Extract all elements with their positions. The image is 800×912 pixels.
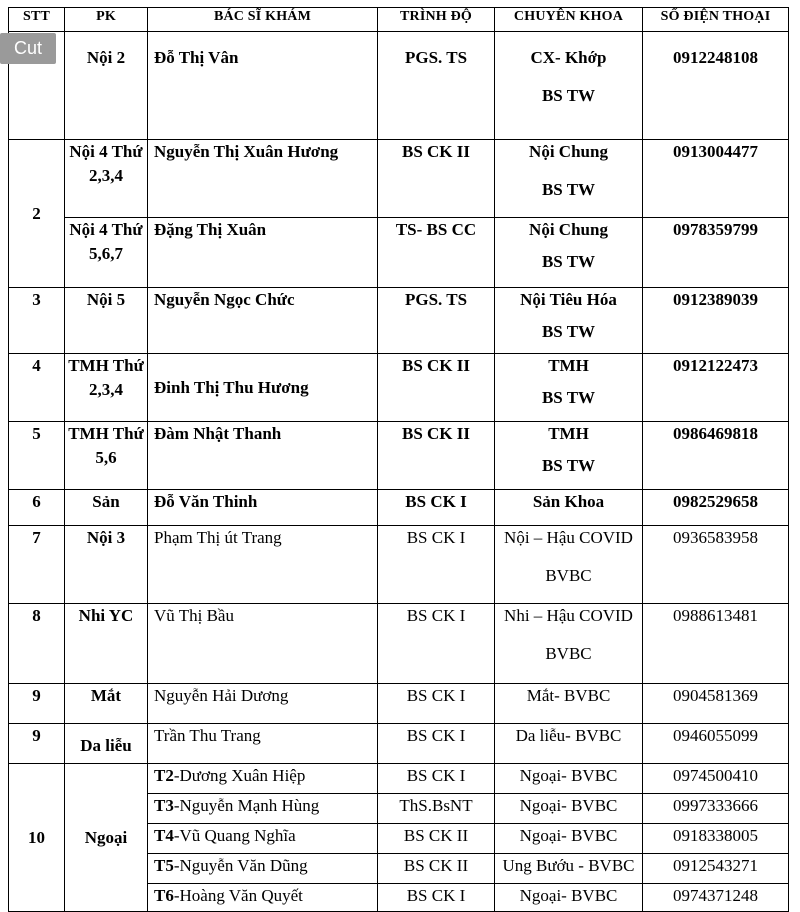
pk-cell: Mắt [65,684,148,724]
doctor-name: -Nguyễn Văn Dũng [173,856,308,875]
stt-cell: 9 [9,724,65,764]
specialty-cell: Ngoại- BVBC [495,764,643,794]
pk-cell: Sản [65,490,148,526]
specialty-cell [495,354,643,422]
specialty-cell [495,526,643,604]
doctor-cell [148,794,378,824]
doctor-cell: Vũ Thị Bầu [148,604,378,684]
specialty-text: TMH [548,424,589,443]
stt-cell: 3 [9,288,65,354]
table-row [9,140,789,218]
doctor-cell: Nguyễn Ngọc Chức [148,288,378,354]
header-specialty: CHUYÊN KHOA [495,8,643,32]
phone-cell: 0986469818 [643,422,789,490]
table-row [9,288,789,354]
stt-cell: 7 [9,526,65,604]
doctor-cell [148,884,378,912]
phone-cell: 0997333666 [643,794,789,824]
level-cell: ThS.BsNT [378,794,495,824]
specialty-cell: Da liễu- BVBC [495,724,643,764]
doctor-cell: Đỗ Thị Vân [148,32,378,140]
phone-cell: 0904581369 [643,684,789,724]
table-row [9,526,789,604]
doctor-cell [148,824,378,854]
table-row [9,724,789,764]
pk-cell: Nhi YC [65,604,148,684]
header-level: TRÌNH ĐỘ [378,8,495,32]
level-cell: BS CK I [378,724,495,764]
specialty-unit: BS TW [541,180,596,199]
doctor-cell: Đỗ Văn Thinh [148,490,378,526]
level-cell: PGS. TS [378,32,495,140]
specialty-text: Nội Chung [529,220,608,239]
doctor-cell [148,764,378,794]
doctor-cell: Đặng Thị Xuân [148,218,378,288]
specialty-cell [495,218,643,288]
specialty-cell: Ngoại- BVBC [495,794,643,824]
pk-cell: Nội 3 [65,526,148,604]
day-tag: T2 [154,766,174,785]
doctor-cell: Phạm Thị út Trang [148,526,378,604]
level-cell: TS- BS CC [378,218,495,288]
doctor-cell: Nguyễn Hải Dương [148,684,378,724]
doctor-schedule-table [8,7,789,912]
pk-cell: Ngoại [65,764,148,912]
day-tag: T5 [154,856,174,875]
pk-cell: Nội 4 Thứ 5,6,7 [65,218,148,288]
header-pk: PK [65,8,148,32]
day-tag: T3 [154,796,174,815]
specialty-unit: BS TW [541,86,596,105]
pk-cell: Da liễu [65,724,148,764]
table-row [9,490,789,526]
level-cell: BS CK II [378,140,495,218]
table-row [9,764,789,794]
specialty-unit: BS TW [541,456,596,475]
cut-button[interactable]: Cut [0,33,56,64]
phone-cell: 0912389039 [643,288,789,354]
table-row [9,684,789,724]
level-cell: BS CK II [378,354,495,422]
doctor-name: -Nguyễn Mạnh Hùng [173,796,320,815]
table-row [9,32,789,140]
level-cell: BS CK I [378,526,495,604]
table-row [9,218,789,288]
specialty-cell [495,604,643,684]
phone-cell: 0918338005 [643,824,789,854]
doctor-cell: Đinh Thị Thu Hương [148,354,378,422]
table-row [9,604,789,684]
specialty-text: TMH [548,356,589,375]
specialty-cell [495,288,643,354]
specialty-text: Nội – Hậu COVID [504,528,633,547]
specialty-cell: Mắt- BVBC [495,684,643,724]
phone-cell: 0978359799 [643,218,789,288]
level-cell: BS CK I [378,684,495,724]
stt-cell: 6 [9,490,65,526]
doctor-name: -Hoàng Văn Quyết [173,886,303,905]
phone-cell: 0988613481 [643,604,789,684]
doctor-cell: Nguyễn Thị Xuân Hương [148,140,378,218]
doctor-cell [148,854,378,884]
level-cell: BS CK I [378,604,495,684]
specialty-cell: Ngoại- BVBC [495,824,643,854]
specialty-cell: Ngoại- BVBC [495,884,643,912]
level-cell: BS CK I [378,764,495,794]
phone-cell: 0982529658 [643,490,789,526]
header-stt: STT [9,8,65,32]
phone-cell: 0974371248 [643,884,789,912]
pk-cell: Nội 4 Thứ 2,3,4 [65,140,148,218]
phone-cell: 0912122473 [643,354,789,422]
stt-cell: 4 [9,354,65,422]
specialty-unit: BS TW [541,388,596,407]
specialty-text: CX- Khớp [530,48,607,67]
level-cell: BS CK II [378,422,495,490]
specialty-unit: BVBC [545,644,592,663]
specialty-cell [495,32,643,140]
phone-cell: 0946055099 [643,724,789,764]
specialty-text: Nhi – Hậu COVID [504,606,633,625]
specialty-text: Nội Chung [529,142,608,161]
header-phone: SỐ ĐIỆN THOẠI [643,8,789,32]
pk-cell: Nội 2 [65,32,148,140]
specialty-text: Nội Tiêu Hóa [520,290,617,309]
phone-cell: 0974500410 [643,764,789,794]
stt-cell: 10 [9,764,65,912]
level-cell: BS CK II [378,824,495,854]
stt-cell: 5 [9,422,65,490]
level-cell: BS CK II [378,854,495,884]
table-row [9,354,789,422]
table-row [9,422,789,490]
level-cell: BS CK I [378,490,495,526]
specialty-cell: Sản Khoa [495,490,643,526]
day-tag: T6 [154,886,174,905]
stt-cell: 8 [9,604,65,684]
pk-cell: TMH Thứ 5,6 [65,422,148,490]
pk-cell: Nội 5 [65,288,148,354]
stt-cell: 2 [9,140,65,288]
phone-cell: 0913004477 [643,140,789,218]
specialty-unit: BS TW [541,322,596,341]
phone-cell: 0912543271 [643,854,789,884]
phone-cell: 0936583958 [643,526,789,604]
doctor-name: -Vũ Quang Nghĩa [173,826,296,845]
specialty-cell [495,422,643,490]
header-row [9,8,789,32]
stt-cell: 9 [9,684,65,724]
header-doctor: BÁC SĨ KHÁM [148,8,378,32]
specialty-cell: Ung Bướu - BVBC [495,854,643,884]
day-tag: T4 [154,826,174,845]
specialty-unit: BVBC [545,566,592,585]
phone-cell: 0912248108 [643,32,789,140]
level-cell: BS CK I [378,884,495,912]
pk-cell: TMH Thứ 2,3,4 [65,354,148,422]
level-cell: PGS. TS [378,288,495,354]
doctor-cell: Trần Thu Trang [148,724,378,764]
specialty-cell [495,140,643,218]
doctor-name: -Dương Xuân Hiệp [173,766,306,785]
specialty-unit: BS TW [541,252,596,271]
doctor-cell: Đàm Nhật Thanh [148,422,378,490]
